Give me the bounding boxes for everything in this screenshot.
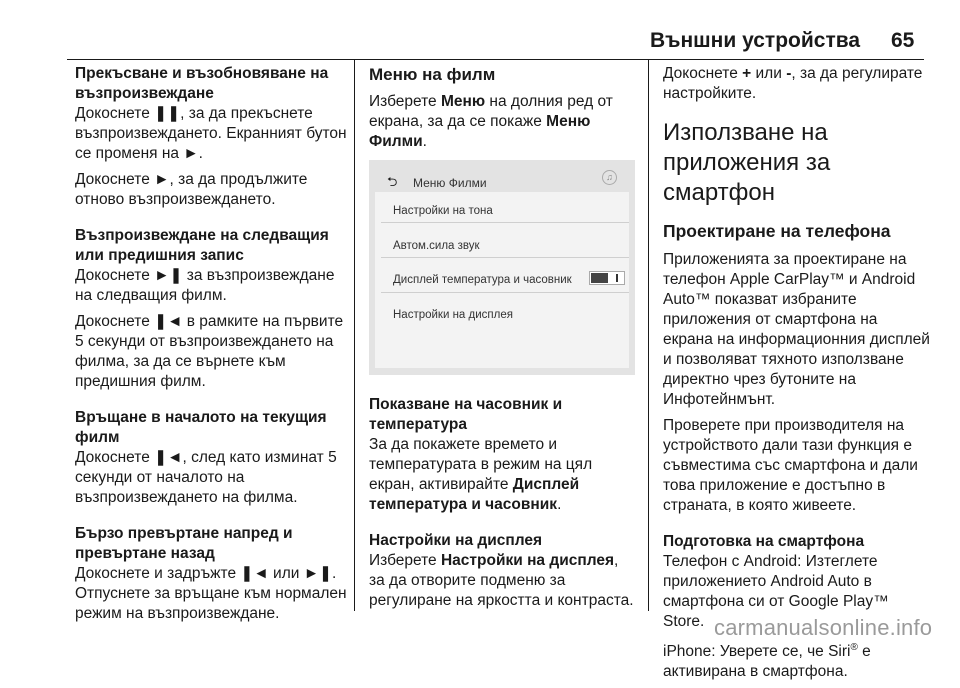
movie-menu-screenshot (369, 160, 635, 375)
column-2 (369, 64, 635, 617)
para-pause-2: Докоснете ►, за да продължите отново възпроизвеждането. (75, 171, 308, 208)
text: Докоснете (663, 65, 743, 82)
heading-movie-menu: Меню на филм (369, 65, 496, 84)
screen-item-auto-volume[interactable]: Автом.сила звук (393, 240, 480, 252)
plus-symbol: + (742, 65, 752, 82)
para-next: Докоснете ►❚ за възпроизвеждане на следващия филм. (75, 267, 335, 304)
column-1 (75, 64, 347, 630)
heading-smartphone-apps: Използване на приложения за смартфон (663, 119, 831, 206)
text: , за да регулирате настройките. (663, 65, 923, 102)
clock-term: Дисплей температура и часовник (369, 476, 580, 513)
back-arrow-icon[interactable]: ⮌ (387, 174, 398, 189)
heading-clock-temp: Показване на часовник и температура (369, 396, 563, 433)
menu-term: Меню (440, 93, 486, 110)
para-prev: Докоснете ❚◄ в рамките на първите 5 секунди от възпроизвеждането на филма, за да се върнете към предишния филм. (75, 313, 344, 390)
text: или (751, 65, 787, 82)
minus-symbol: - (786, 65, 792, 82)
registered-mark: ® (850, 642, 858, 653)
heading-fast-forward: Бързо превъртане напред и превъртане назад (75, 525, 293, 562)
screen-title: Меню Филми (413, 176, 487, 190)
screen-item-tone[interactable]: Настройки на тона (393, 205, 493, 217)
column-3 (663, 64, 931, 688)
screen-item-display[interactable]: Настройки на дисплея (393, 309, 513, 321)
header-rule (67, 59, 924, 60)
page-number: 65 (891, 29, 915, 52)
text: Изберете (369, 552, 441, 569)
para-clock-temp (369, 435, 635, 515)
text: . (422, 133, 427, 150)
toggle-switch[interactable] (589, 271, 625, 285)
para-iphone (663, 638, 931, 682)
display-term: Настройки на дисплея (440, 552, 615, 569)
toggle-mark (616, 274, 618, 282)
divider (381, 292, 629, 293)
watermark: carmanualsonline.info (714, 615, 933, 640)
divider (381, 222, 629, 223)
page-header (0, 0, 960, 60)
heading-pause: Прекъсване и възобновяване на възпроизвеждане (75, 65, 329, 102)
para-adjust (663, 64, 931, 104)
para-fast-forward: Докоснете и задръжте ❚◄ или ►❚. Отпуснете за връщане към нормален режим на възпроизвеждане. (75, 565, 347, 622)
para-pause-1: Докоснете ❚❚, за да прекъснете възпроизвеждането. Екранният бутон се променя на ►. (75, 105, 347, 162)
text: , за да отворите подменю за регулиране на яркостта и контраста. (369, 552, 634, 609)
heading-display-settings: Настройки на дисплея (369, 532, 543, 549)
heading-return-start: Връщане в началото на текущия филм (75, 409, 327, 446)
text: на долния ред от екрана, за да се покаже (369, 93, 613, 130)
text: Изберете (369, 93, 441, 110)
column-divider-1 (354, 60, 355, 611)
movie-menu-term: Меню Филми (369, 113, 591, 150)
heading-next-prev: Възпроизвеждане на следващия или предишния запис (75, 227, 329, 264)
divider (381, 257, 629, 258)
column-divider-2 (648, 60, 649, 611)
para-projection-2: Проверете при производителя на устройството дали тази функция е съвместима със смартфона и дали това приложение е достъпно в страната, в която живеете. (663, 417, 918, 514)
screen-item-temp-clock[interactable]: Дисплей температура и часовник (393, 274, 572, 286)
header-title: Външни устройства (650, 29, 861, 52)
screen-titlebar (375, 160, 629, 192)
heading-phone-projection: Проектиране на телефона (663, 221, 891, 241)
para-return-start: Докоснете ❚◄, след като изминат 5 секунди от началото на възпроизвеждането на филма. (75, 449, 337, 506)
music-note-icon[interactable]: ♫ (602, 170, 617, 185)
heading-prepare-phone: Подготовка на смартфона (663, 533, 865, 550)
screen-list (375, 192, 629, 368)
toggle-knob (591, 273, 608, 283)
text: . (557, 496, 562, 513)
para-movie-menu (369, 92, 635, 152)
text: iPhone: Уверете се, че Siri (663, 643, 851, 661)
para-projection-1: Приложенията за проектиране на телефон Apple CarPlay™ и Android Auto™ показват избраните приложения от смартфона на екрана на информационния дисплей и позволяват тяхното използване директно чрез бутоните на Инфотейнмънт. (663, 251, 930, 408)
text: е активирана в смартфона. (663, 643, 871, 681)
para-display-settings (369, 551, 635, 611)
text: За да покажете времето и температурата в режим на цял екран, активирайте (369, 436, 593, 493)
para-android: Телефон с Android: Изтеглете приложението Android Auto в смартфона си от Google Play™ Store. (663, 553, 889, 630)
